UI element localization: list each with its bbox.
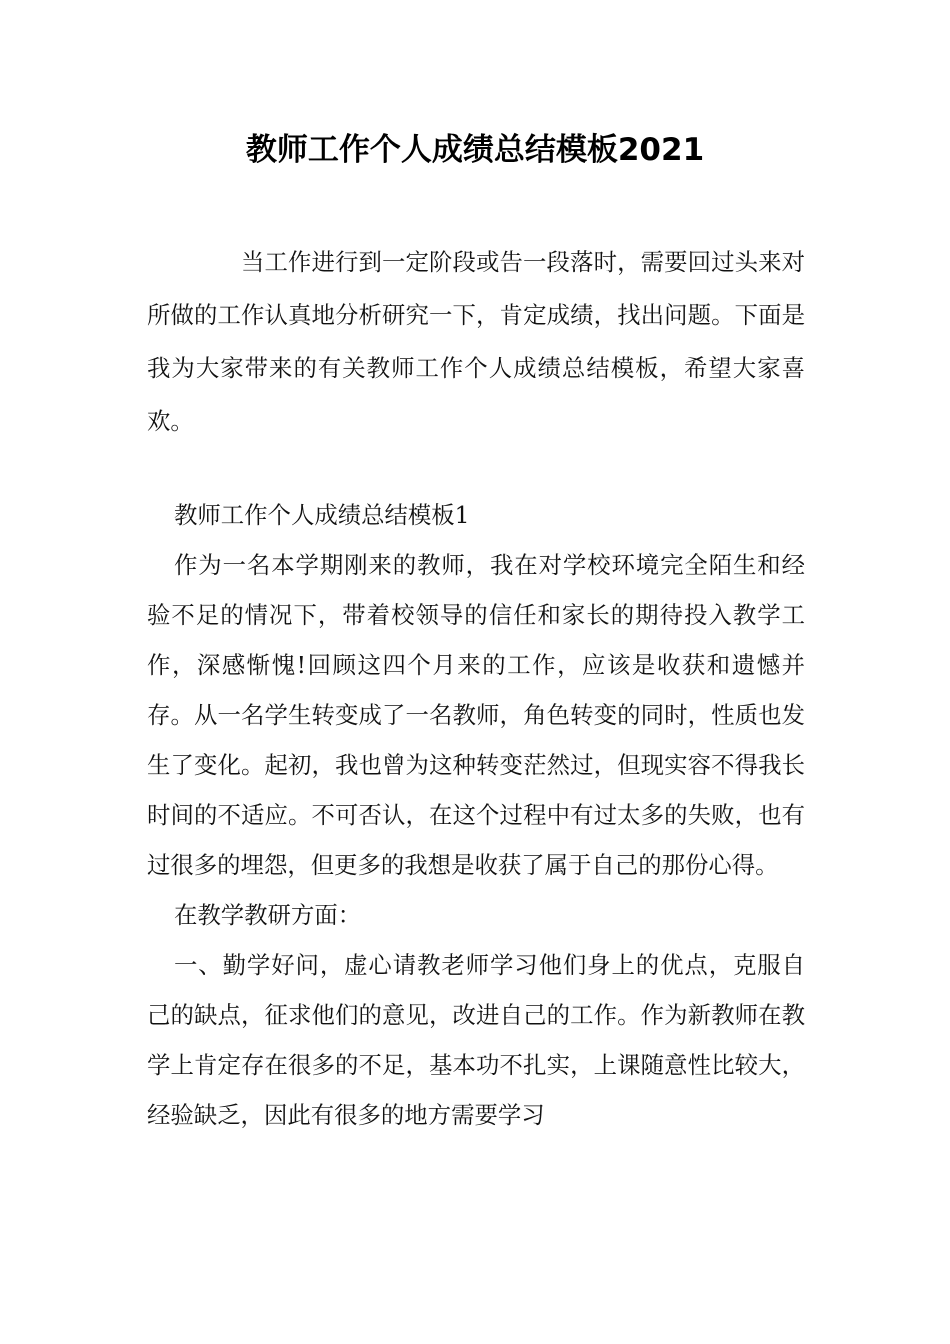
body-paragraph: 一、勤学好问，虚心请教老师学习他们身上的优点，克服自己的缺点，征求他们的意见，改进自己的工作。作为新教师在教学上肯定存在很多的不足，基本功不扎实，上课随意性比较大，经验缺乏，因此有很多的地方需要学习 (147, 951, 805, 1129)
body-paragraph: 在教学教研方面： (174, 901, 362, 929)
document-title: 教师工作个人成绩总结模板2021 (245, 132, 705, 168)
section-1 (147, 490, 805, 1140)
body-paragraph: 作为一名本学期刚来的教师，我在对学校环境完全陌生和经验不足的情况下，带着校领导的信任和家长的期待投入教学工作，深感惭愧!回顾这四个月来的工作，应该是收获和遗憾并存。从一名学生转变成了一名教师，角色转变的同时，性质也发生了变化。起初，我也曾为这种转变茫然过，但现实容不得我长时间的不适应。不可否认，在这个过程中有过太多的失败，也有过很多的埋怨，但更多的我想是收获了属于自己的那份心得。 (147, 551, 805, 879)
section-heading: 教师工作个人成绩总结模板1 (174, 501, 470, 529)
intro-paragraph: 当工作进行到一定阶段或告一段落时，需要回过头来对所做的工作认真地分析研究一下，肯定成绩，找出问题。下面是我为大家带来的有关教师工作个人成绩总结模板，希望大家喜欢。 (147, 248, 805, 435)
